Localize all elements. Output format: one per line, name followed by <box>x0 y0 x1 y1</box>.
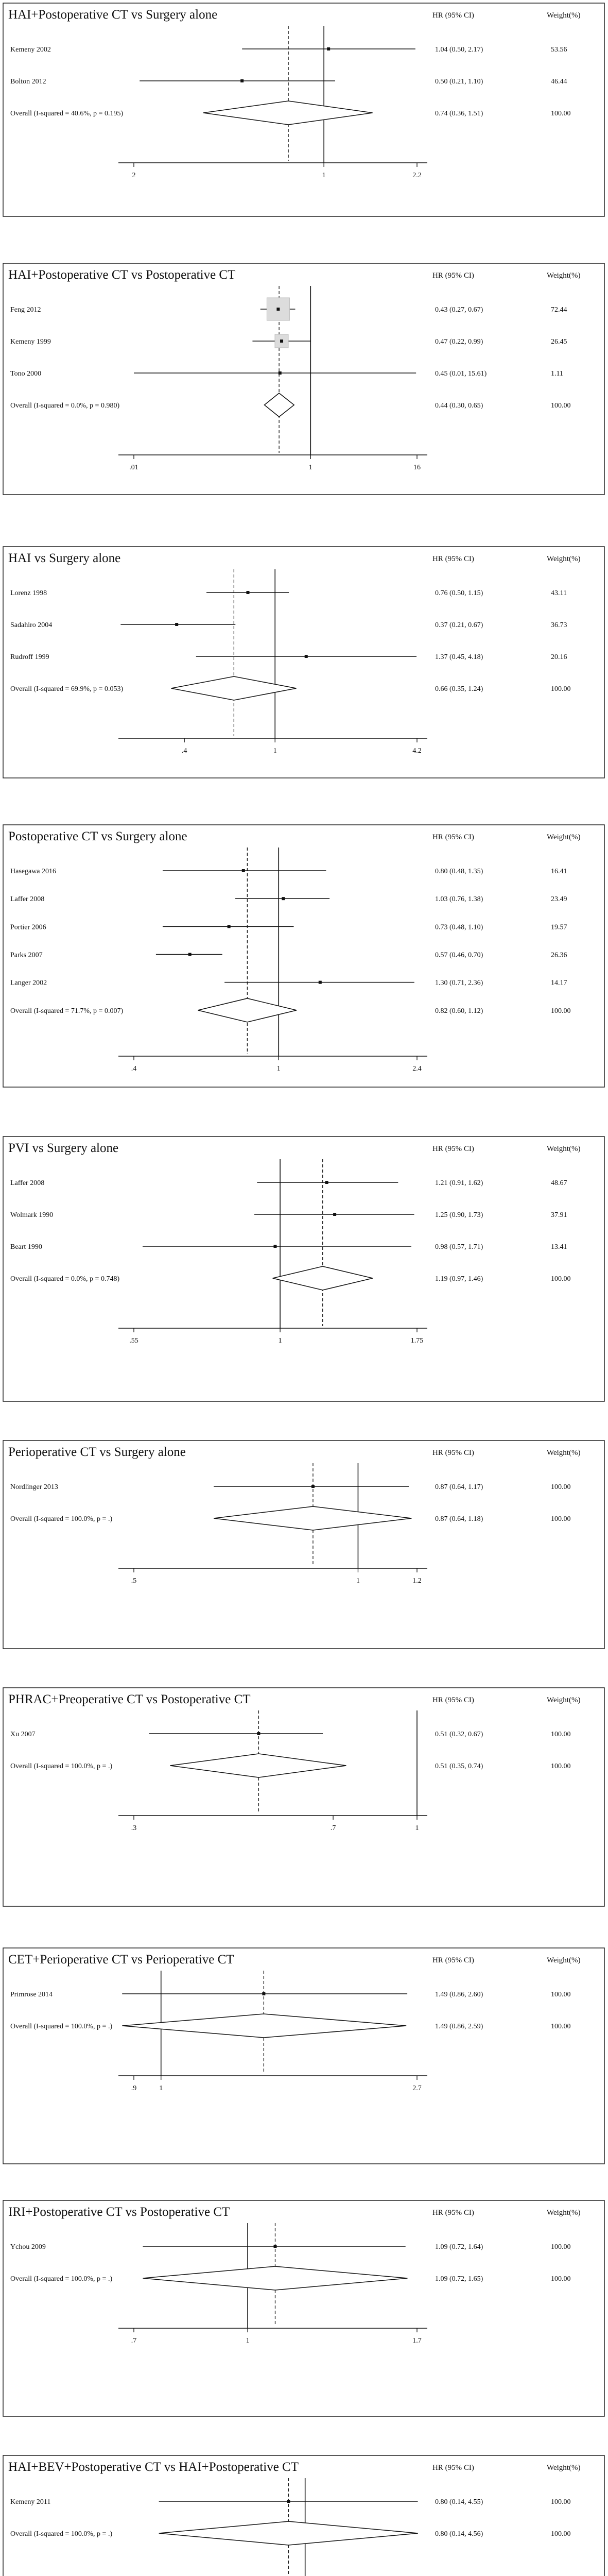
hr-column-header: HR (95% CI) <box>432 272 474 280</box>
overall-hr-ci: 1.49 (0.86, 2.59) <box>435 2023 483 2030</box>
study-point-marker <box>273 1245 276 1248</box>
study-label: Laffer 2008 <box>10 895 45 904</box>
x-tick-label: 4.2 <box>412 747 422 755</box>
study-weight: 100.00 <box>551 1991 571 1998</box>
study-label: Kemeny 2002 <box>10 46 51 54</box>
x-tick-label: .01 <box>129 464 138 471</box>
overall-weight: 100.00 <box>551 2530 571 2538</box>
study-weight: 16.41 <box>551 868 567 875</box>
study-label: Portier 2006 <box>10 923 46 931</box>
overall-hr-ci: 0.74 (0.36, 1.51) <box>435 110 483 117</box>
study-label: Lorenz 1998 <box>10 589 47 597</box>
overall-weight: 100.00 <box>551 2275 571 2283</box>
study-weight: 100.00 <box>551 1483 571 1491</box>
overall-hr-ci: 1.19 (0.97, 1.46) <box>435 1275 483 1283</box>
study-label: Kemeny 2011 <box>10 2498 51 2506</box>
overall-hr-ci: 0.44 (0.30, 0.65) <box>435 402 483 410</box>
overall-label: Overall (I-squared = 40.6%, p = 0.195) <box>10 110 124 117</box>
study-hr-ci: 0.87 (0.64, 1.17) <box>435 1483 483 1491</box>
x-tick-label: .55 <box>129 1337 138 1345</box>
study-weight: 100.00 <box>551 1731 571 1738</box>
study-point-marker <box>276 308 280 311</box>
study-point-marker <box>319 981 322 984</box>
study-hr-ci: 1.37 (0.45, 4.18) <box>435 653 483 661</box>
study-hr-ci: 0.45 (0.01, 15.61) <box>435 370 487 378</box>
x-tick-label: 1 <box>276 1065 281 1073</box>
panel-frame <box>3 1137 604 1401</box>
panel-frame <box>3 825 604 1087</box>
x-tick-label: 1 <box>246 2337 250 2345</box>
study-hr-ci: 0.76 (0.50, 1.15) <box>435 589 483 597</box>
hr-column-header: HR (95% CI) <box>432 2209 474 2217</box>
overall-weight: 100.00 <box>551 1762 571 1770</box>
study-point-marker <box>305 655 308 658</box>
study-point-marker <box>311 1485 315 1488</box>
study-label: Rudroff 1999 <box>10 653 49 661</box>
panel-frame <box>3 1948 604 2164</box>
panel-frame <box>3 1440 604 1649</box>
x-tick-label: .4 <box>131 1065 137 1073</box>
overall-weight: 100.00 <box>551 1007 571 1015</box>
study-weight: 48.67 <box>551 1179 567 1187</box>
overall-hr-ci: 0.87 (0.64, 1.18) <box>435 1515 483 1523</box>
study-label: Langer 2002 <box>10 979 47 987</box>
weight-column-header: Weight(%) <box>547 272 581 280</box>
study-weight: 23.49 <box>551 895 567 904</box>
overall-weight: 100.00 <box>551 685 571 693</box>
study-label: Bolton 2012 <box>10 78 46 86</box>
x-tick-label: 1 <box>356 1577 360 1585</box>
x-tick-label: 1.7 <box>412 2337 422 2345</box>
study-weight: 100.00 <box>551 2243 571 2251</box>
study-weight: 14.17 <box>551 979 567 987</box>
study-weight: 19.57 <box>551 923 567 931</box>
study-point-marker <box>242 869 245 872</box>
study-label: Hasegawa 2016 <box>10 868 57 875</box>
study-hr-ci: 1.21 (0.91, 1.62) <box>435 1179 483 1187</box>
overall-label: Overall (I-squared = 100.0%, p = .) <box>10 2530 113 2538</box>
study-point-marker <box>327 47 330 50</box>
overall-hr-ci: 0.66 (0.35, 1.24) <box>435 685 483 693</box>
study-label: Xu 2007 <box>10 1731 36 1738</box>
study-hr-ci: 1.30 (0.71, 2.36) <box>435 979 483 987</box>
study-hr-ci: 0.37 (0.21, 0.67) <box>435 621 483 629</box>
hr-column-header: HR (95% CI) <box>432 2464 474 2472</box>
x-tick-label: 2.4 <box>412 1065 422 1073</box>
study-point-marker <box>325 1181 328 1184</box>
study-point-marker <box>282 897 285 900</box>
study-weight: 26.45 <box>551 338 567 346</box>
overall-hr-ci: 0.82 (0.60, 1.12) <box>435 1007 483 1015</box>
overall-weight: 100.00 <box>551 402 571 410</box>
study-hr-ci: 0.73 (0.48, 1.10) <box>435 923 483 931</box>
x-tick-label: 1 <box>159 2084 163 2092</box>
overall-weight: 100.00 <box>551 1515 571 1523</box>
weight-column-header: Weight(%) <box>547 1696 581 1704</box>
weight-column-header: Weight(%) <box>547 11 581 20</box>
x-tick-label: .7 <box>131 2337 137 2345</box>
study-weight: 36.73 <box>551 621 567 629</box>
study-point-marker <box>240 79 244 82</box>
study-label: Wolmark 1990 <box>10 1211 54 1219</box>
study-weight: 13.41 <box>551 1243 567 1251</box>
x-tick-label: .5 <box>131 1577 137 1585</box>
study-label: Ychou 2009 <box>10 2243 46 2251</box>
panel-title: PHRAC+Preoperative CT vs Postoperative CT <box>8 1692 251 1706</box>
study-point-marker <box>175 623 178 626</box>
weight-column-header: Weight(%) <box>547 2464 581 2472</box>
study-label: Beart 1990 <box>10 1243 42 1251</box>
overall-weight: 100.00 <box>551 110 571 117</box>
x-tick-label: 1 <box>322 172 326 179</box>
overall-weight: 100.00 <box>551 2023 571 2030</box>
overall-label: Overall (I-squared = 0.0%, p = 0.748) <box>10 1275 120 1283</box>
x-tick-label: 1 <box>415 1824 419 1832</box>
study-weight: 26.36 <box>551 951 567 959</box>
study-point-marker <box>274 2245 277 2248</box>
overall-label: Overall (I-squared = 69.9%, p = 0.053) <box>10 685 124 693</box>
x-tick-label: 1 <box>278 1337 282 1345</box>
weight-column-header: Weight(%) <box>547 833 581 841</box>
study-weight: 37.91 <box>551 1211 567 1219</box>
overall-label: Overall (I-squared = 100.0%, p = .) <box>10 2023 113 2030</box>
weight-column-header: Weight(%) <box>547 1449 581 1457</box>
overall-hr-ci: 1.09 (0.72, 1.65) <box>435 2275 483 2283</box>
panel-title: PVI vs Surgery alone <box>8 1141 119 1155</box>
study-weight: 72.44 <box>551 306 567 314</box>
panel-title: HAI+Postoperative CT vs Surgery alone <box>8 8 218 22</box>
study-weight: 20.16 <box>551 653 567 661</box>
study-label: Kemeny 1999 <box>10 338 51 346</box>
x-tick-label: 2 <box>132 172 136 179</box>
overall-hr-ci: 0.80 (0.14, 4.56) <box>435 2530 483 2538</box>
x-tick-label: 1.2 <box>412 1577 422 1585</box>
x-tick-label: 1.75 <box>410 1337 424 1345</box>
panel-frame <box>3 547 604 778</box>
study-hr-ci: 1.09 (0.72, 1.64) <box>435 2243 483 2251</box>
study-point-marker <box>262 1992 265 1995</box>
panel-title: IRI+Postoperative CT vs Postoperative CT <box>8 2205 230 2219</box>
study-weight: 100.00 <box>551 2498 571 2506</box>
study-label: Tono 2000 <box>10 370 42 378</box>
study-point-marker <box>287 2500 290 2503</box>
study-label: Parks 2007 <box>10 951 43 959</box>
study-point-marker <box>257 1732 260 1735</box>
study-weight: 1.11 <box>551 370 563 378</box>
study-hr-ci: 0.80 (0.48, 1.35) <box>435 868 483 875</box>
study-label: Primrose 2014 <box>10 1991 53 1998</box>
overall-label: Overall (I-squared = 0.0%, p = 0.980) <box>10 402 120 410</box>
study-label: Laffer 2008 <box>10 1179 45 1187</box>
study-point-marker <box>188 953 192 956</box>
overall-hr-ci: 0.51 (0.35, 0.74) <box>435 1762 483 1770</box>
study-hr-ci: 0.43 (0.27, 0.67) <box>435 306 483 314</box>
study-hr-ci: 0.47 (0.22, 0.99) <box>435 338 483 346</box>
study-hr-ci: 1.49 (0.86, 2.60) <box>435 1991 483 1998</box>
study-weight: 43.11 <box>551 589 567 597</box>
study-label: Nordlinger 2013 <box>10 1483 58 1491</box>
study-hr-ci: 0.57 (0.46, 0.70) <box>435 951 483 959</box>
panel-frame <box>3 2200 604 2416</box>
study-hr-ci: 1.04 (0.50, 2.17) <box>435 46 483 54</box>
x-tick-label: 1 <box>273 747 277 755</box>
weight-column-header: Weight(%) <box>547 1145 581 1153</box>
study-point-marker <box>246 591 249 594</box>
study-weight: 46.44 <box>551 78 567 86</box>
study-weight: 53.56 <box>551 46 567 54</box>
overall-label: Overall (I-squared = 100.0%, p = .) <box>10 1762 113 1770</box>
overall-label: Overall (I-squared = 100.0%, p = .) <box>10 1515 113 1523</box>
x-tick-label: 16 <box>413 464 421 471</box>
panel-title: Perioperative CT vs Surgery alone <box>8 1445 186 1459</box>
study-hr-ci: 1.25 (0.90, 1.73) <box>435 1211 483 1219</box>
study-hr-ci: 1.03 (0.76, 1.38) <box>435 895 483 904</box>
study-point-marker <box>333 1213 336 1216</box>
x-tick-label: 1 <box>308 464 312 471</box>
weight-column-header: Weight(%) <box>547 1956 581 1964</box>
study-hr-ci: 0.98 (0.57, 1.71) <box>435 1243 483 1251</box>
overall-label: Overall (I-squared = 100.0%, p = .) <box>10 2275 113 2283</box>
hr-column-header: HR (95% CI) <box>432 833 474 841</box>
panel-title: HAI+BEV+Postoperative CT vs HAI+Postoperative CT <box>8 2460 299 2474</box>
x-tick-label: .4 <box>181 747 187 755</box>
panel-title: HAI vs Surgery alone <box>8 551 121 565</box>
weight-column-header: Weight(%) <box>547 2209 581 2217</box>
x-tick-label: 2.7 <box>412 2084 422 2092</box>
hr-column-header: HR (95% CI) <box>432 1696 474 1704</box>
panel-title: CET+Perioperative CT vs Perioperative CT <box>8 1953 234 1967</box>
study-hr-ci: 0.50 (0.21, 1.10) <box>435 78 483 86</box>
panel-title: Postoperative CT vs Surgery alone <box>8 829 187 843</box>
x-tick-label: 2.2 <box>412 172 422 179</box>
x-tick-label: .7 <box>330 1824 336 1832</box>
study-label: Feng 2012 <box>10 306 41 314</box>
study-point-marker <box>228 925 231 928</box>
panel-frame <box>3 263 604 495</box>
hr-column-header: HR (95% CI) <box>432 1956 474 1964</box>
x-tick-label: .3 <box>131 1824 137 1832</box>
study-point-marker <box>280 340 283 343</box>
panel-frame <box>3 1688 604 1906</box>
hr-column-header: HR (95% CI) <box>432 1145 474 1153</box>
hr-column-header: HR (95% CI) <box>432 1449 474 1457</box>
study-point-marker <box>279 371 282 375</box>
study-hr-ci: 0.80 (0.14, 4.55) <box>435 2498 483 2506</box>
hr-column-header: HR (95% CI) <box>432 11 474 20</box>
overall-label: Overall (I-squared = 71.7%, p = 0.007) <box>10 1007 124 1015</box>
weight-column-header: Weight(%) <box>547 555 581 563</box>
hr-column-header: HR (95% CI) <box>432 555 474 563</box>
study-hr-ci: 0.51 (0.32, 0.67) <box>435 1731 483 1738</box>
panel-title: HAI+Postoperative CT vs Postoperative CT <box>8 268 236 282</box>
overall-weight: 100.00 <box>551 1275 571 1283</box>
study-label: Sadahiro 2004 <box>10 621 53 629</box>
x-tick-label: .9 <box>131 2084 137 2092</box>
